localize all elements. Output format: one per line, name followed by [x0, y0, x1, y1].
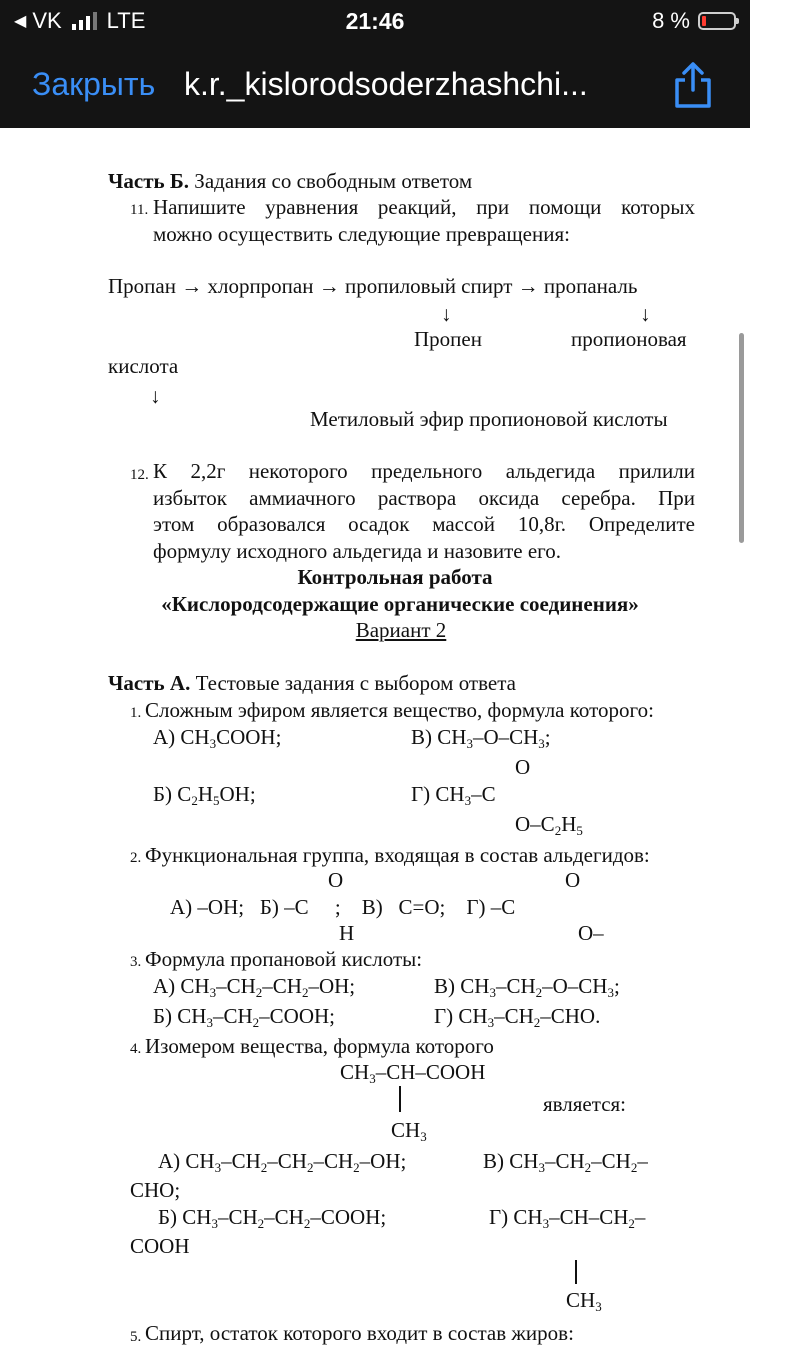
q5-text: Спирт, остаток которого входит в состав жиров: — [145, 1321, 574, 1345]
q12-line3: этом образовался осадок массой 10,8г. Определите — [153, 512, 695, 536]
network-label: LTE — [106, 8, 146, 33]
kr-title: Контрольная работа — [297, 565, 493, 589]
q4-option-v: В) $CH_3-CH_2-CH_2-$ — [483, 1149, 648, 1175]
arrow-down-2: ↓ — [640, 302, 651, 326]
location-arrow-icon: ◀ — [14, 13, 27, 30]
q1-option-g-tail: $O-C_2H_5$ — [515, 812, 583, 838]
q12-line2: избыток аммиачного раствора оксида серебра. При — [153, 486, 695, 510]
q1-o-atom: O — [515, 755, 531, 779]
q3-option-b: Б) $CH_3-CH_2$–COOH; — [153, 1004, 336, 1030]
q4-bond-line — [399, 1086, 401, 1112]
methyl-ester-label: Метиловый эфир пропионовой кислоты — [310, 407, 668, 431]
scrollbar[interactable] — [739, 333, 744, 543]
q2-text: Функциональная группа, входящая в состав альдегидов: — [145, 843, 650, 867]
q2-o-atom-1: O — [328, 868, 344, 892]
clock: 21:46 — [345, 8, 405, 34]
part-b-heading: Часть Б. Задания со свободным ответом — [108, 169, 473, 193]
q2-h-atom: H — [339, 921, 355, 945]
document-title: k.r._kislorodsoderzhashchi... — [184, 66, 588, 102]
q1-option-g: Г) $CH_3-C$ — [411, 782, 496, 808]
q2-number: 2. — [130, 850, 142, 866]
status-bar — [0, 0, 750, 44]
q12-line1: К 2,2г некоторого предельного альдегида прилили — [153, 459, 695, 483]
arrow-down-3: ↓ — [150, 384, 161, 408]
q1-number: 1. — [130, 705, 142, 721]
document-page — [0, 128, 750, 1345]
q1-text: Сложным эфиром является вещество, формула которого: — [145, 698, 654, 722]
arrow-down-1: ↓ — [441, 302, 452, 326]
chain-line1: Пропан → хлорпропан → пропиловый спирт → пропаналь — [108, 274, 638, 298]
q4-option-g-tail: COOH — [130, 1234, 190, 1258]
q3-option-g: Г) $CH_3-CH_2$–CHO. — [434, 1004, 601, 1030]
carrier-label: VK — [32, 8, 62, 33]
q3-text: Формула пропановой кислоты: — [145, 947, 423, 971]
variant-label: Вариант 2 — [355, 618, 447, 642]
q11-line1: Напишите уравнения реакций, при помощи которых — [153, 195, 695, 219]
propen-label: Пропен — [414, 327, 482, 351]
kr-subtitle: «Кислородсодержащие органические соединения» — [161, 592, 639, 616]
share-icon[interactable] — [670, 60, 716, 110]
q11-line2: можно осуществить следующие превращения: — [153, 222, 570, 246]
q4-option-b: Б) $CH_3-CH_2-CH_2$–COOH; — [158, 1205, 387, 1231]
q3-option-v: В) $CH_3-CH_2-O-CH_3$; — [434, 974, 620, 1000]
q2-o-minus: O– — [578, 921, 604, 945]
q1-option-v: В) $CH_3-O-CH_3$; — [411, 725, 551, 751]
q4-number: 4. — [130, 1041, 142, 1057]
q12-number: 12. — [130, 467, 149, 483]
q5-number: 5. — [130, 1329, 142, 1345]
q4-formula: $CH_3-CH$–COOH — [340, 1060, 486, 1086]
q2-options: А) –OH; Б) –C ; В) C=O; Г) –C — [170, 895, 516, 919]
q11-number: 11. — [130, 202, 149, 218]
q3-number: 3. — [130, 954, 142, 970]
battery-icon — [698, 12, 736, 30]
q4-ch3-branch: $CH_3$ — [391, 1118, 427, 1144]
propionovaya-label: пропионовая — [571, 327, 687, 351]
q4-option-g-bond — [575, 1260, 577, 1284]
close-button[interactable]: Закрыть — [32, 66, 156, 102]
kislota-label: кислота — [108, 354, 179, 378]
q3-option-a: А) $CH_3-CH_2-CH_2-OH$; — [153, 974, 356, 1000]
part-a-heading: Часть А. Тестовые задания с выбором ответа — [108, 671, 516, 695]
q1-option-a: А) $CH_3COOH$; — [153, 725, 282, 751]
document-nav-bar — [0, 44, 750, 128]
q12-line4: формулу исходного альдегида и назовите его. — [153, 539, 561, 563]
q4-option-g-branch: $CH_3$ — [566, 1288, 602, 1314]
battery-info — [652, 8, 736, 34]
q4-option-v-tail: CHO; — [130, 1178, 181, 1202]
q4-yavlyaetsya: является: — [543, 1092, 627, 1116]
q4-option-g: Г) $CH_3-CH-CH_2-$ — [489, 1205, 646, 1231]
battery-percent: 8 % — [652, 8, 690, 33]
q4-option-a: А) $CH_3-CH_2-CH_2-CH_2-OH$; — [158, 1149, 407, 1175]
q4-text: Изомером вещества, формула которого — [145, 1034, 494, 1058]
q1-option-b: Б) $C_2H_5OH$; — [153, 782, 256, 808]
q2-o-atom-2: O — [565, 868, 581, 892]
